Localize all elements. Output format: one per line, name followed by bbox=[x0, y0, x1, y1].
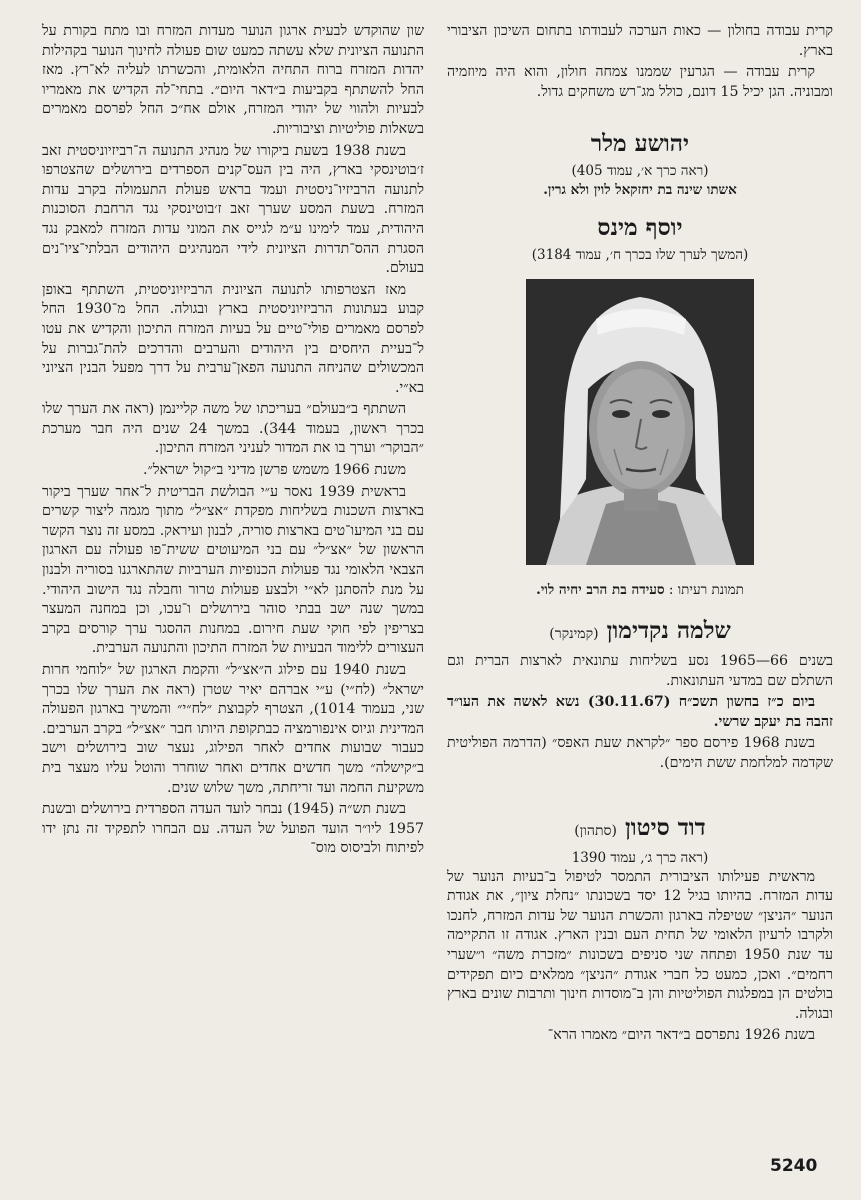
entry-title-siton-name: דוד סיטון bbox=[624, 813, 706, 841]
left-paragraph-7: בשנת 1940 עם פילוג ה״אצ״ל״ והקמת הארגון של ״לוחמי חרות ישראל״ (לח״י) ע״י אברהם יאיר שטרן (ראה את הערך שלו בכרך שני, בעמוד 1014), הצטרף לקבוצת ״לח״י״ והמשיך בארגון הפעולה המדינית וגיוס אינפורמציה כבתקופת היותו חבר ״אצ״ל״ בקרב הערבים. כעבור שבועות אחדים לאחר הפילוג, נעצר שוב בירושלים וישב ב״קישלה״ משך חדשים אחדים ואחר שוחרר והוטל עליו מעצר בית משקיעת החמה ועד זריחתה, משך שלוש שנים. bbox=[42, 662, 424, 796]
entry-note-meller: אשתו שינה בת יחזקאל לוין ולא גרין. bbox=[543, 182, 737, 199]
intro-paragraph-1: קרית עבודה בחולון — כאות הערכה לעבודתו בתחום השיכון הציבורי בארץ. bbox=[447, 23, 833, 59]
entry-subtitle-nakdimon: (קמינקר) bbox=[549, 625, 599, 642]
page-number: 5240 bbox=[770, 1156, 818, 1176]
photo-caption bbox=[447, 581, 833, 601]
photo-caption-name: סעידה בת הרב יחיה לוי. bbox=[536, 582, 665, 599]
left-paragraph-3: מאז הצטרפותו לתנועה הציונית הרביזיוניסטית, השתתף באופן קבוע בעתונות הרביזיוניסטית בארץ ובגולה. החל מ־1930 החל לפרסם מאמרים פולי־טיים על בעיות המזרח התיכון והקדיש את עטו ל־בעיית היחסים בין היהודים והערבים והדרכים להת־גברות על המכשולים שהניחה התנועה הפאן־ערבית על דרך מפעל הבנין הציוני בא״י. bbox=[42, 281, 425, 396]
photo-caption-label: תמונת רעיתו : bbox=[668, 582, 744, 599]
portrait-photo bbox=[526, 279, 754, 565]
nakdimon-paragraph-2: ביום כ״ז בחשון תשכ״ח (30.11.67) נשא לאשה את העו״ד זהבה בת יעקב שרשי. bbox=[447, 694, 833, 730]
entry-ref-siton: (ראה כרך ג׳, עמוד 1390 bbox=[571, 849, 709, 866]
right-column bbox=[447, 22, 833, 1048]
entry-title-nakdimon-name: שלמה נקדימון bbox=[606, 616, 731, 644]
entry-title-mines: יוסף מינס bbox=[597, 214, 683, 242]
intro-paragraph-2: קרית עבודה — הגרעין שממנו צמחה חולון, והוא היה מיוזמיה ומבוניה. הגן יכיל 15 דונם, כולל מג־רש משחקים גדול. bbox=[447, 64, 833, 100]
entry-title-nakdimon bbox=[447, 617, 833, 648]
entry-title-meller: יהושע מלר bbox=[590, 130, 690, 158]
entry-title-siton bbox=[447, 814, 833, 845]
nakdimon-paragraph-3: בשנת 1968 פירסם ספר ״לקראת שעת האפס״ (הדרמה הפוליטית שקדמה למלחמת ששת הימים). bbox=[447, 735, 833, 771]
left-column bbox=[42, 22, 424, 861]
left-paragraph-4: השתתף ב״בעולם״ בעריכתו של משה קליינמן (ראה את הערך שלו בכרך ראשון, בעמוד 344). במשך 24 שנים היה חבר מערכת ״הבוקר״ וערך בו את המדור לעניני המזרח התיכון. bbox=[42, 401, 424, 457]
left-paragraph-8: בשנת תש״ה (1945) נבחר לועד העדה הספרדית בירושלים ובשנת 1957 ליו״ר הועד הפועל של העדה. עם הבחרו לתפקיד זה נתן ידו לפיתוח ולביסוס מוס־ bbox=[42, 801, 424, 857]
left-paragraph-6: בראשית 1939 נאסר ע״י הבולשת הבריטית ל־אחר שערך ביקור בארצות השכנות בשליחות מפקדת ״אצ״ל״ מתוך מגמה ליצור קשרים עם בני המיעו־טים בארצות סוריה, לבנון ועיראק. במסע זה נוצר הקשר הראשון של ״אצ״ל״ עם בני המיעוטים ששית־פו פעולה עם הארגון הצבאי הלאומי נגד פעולות הכנופיות הערביות שהתארגנו בסוריה ולבנון על מנת להסתנן לא״י ולבצע פעולות טרור וחבלה נגד הישוב היהודי. במשך שנה ישב בבתי סוהר בירושלים ו־עכו, וכן במחנה המעצר בצריפין לפי חוקי שעת חירום. במחנות ההסגר ערך קורסים בקרב העצורים ללימוד הבעיות של המזרח התיכון והתנועה הערבית. bbox=[42, 483, 424, 657]
nakdimon-paragraph-1: בשנים 66—1965 נסע בשליחות עתונאית לארצות הברית וגם השתלם שם במדעי העתונאות. bbox=[447, 652, 833, 689]
left-paragraph-1: שון שהוקדש לבעית ארגון הנוער מעדות המזרח ובו מתח בקורת על התנועה הציונית שלא עשתה כמעט שום פעולה לחינוך הנוער בקהילות יהדות המזרח ברוח התחיה הלאומית, והכשרתו לעליה לא־רץ. מאז החל להשתתף בקביעות ב״דאר היום״. בתחי־לה הקדיש את מאמריו לבעיות ולהווי של יהודי המזרח, אולם אח״כ החל לפרסם מאמרים בשאלות פוליטיות וציבוריות. bbox=[42, 23, 424, 137]
siton-paragraph-1: מראשית פעילותו הציבורית התמסר לטיפול ב־בעיות הנוער של עדות המזרח. בהיותו בגיל 12 יסד בשכונתו ״נחלת ציון״, את אגודת הנוער ״הניצן״ שטיפלה בארגון והכשרת הנוער של עדות המזרח, לחנכו ולקרבו לרעיון הלאומי של תחית העם ובנין הארץ. אגודה זו התקיימה עד שנת 1950 ופתחה שני סניפים בשכונות ״מזכרת משה״ ו״שערי רחמים״. ואכן, כמעט כל חברי אגודת ״הניצן״ ממלאים כיום תפקידים בולטים הן במפלגות הפוליטיות והן ב־מוסדות חינוך ותרבות שונים בארץ ובגולה. bbox=[447, 868, 834, 1022]
left-paragraph-2: בשנת 1938 בשעת ביקורו של מנהיג התנועה ה־רביזיוניסטית זאב ז׳בוטינסקי בארץ, היה בין העס־קנים הספרדים בירושלים שהצטרפו לתנועה הרביזיו־ניסטית ועמד בראש פעולת התעמולה בקרב עדות המזרח. בשעת המסע שערך זאב ז׳בוטינסקי נגד הרחבת הסוכנות היהודית, עמד לימינו ע״מ לגייס את המוני עדות המזרח למאבק נגד הסגרת ההס־תדרות הציונית לידי המנהיגים היהודים הבלתי־ציו־נים בעולם. bbox=[42, 142, 424, 277]
entry-ref-meller: (ראה כרך א׳, עמוד 405) bbox=[571, 163, 709, 180]
entry-subtitle-siton: (סתהון) bbox=[574, 822, 617, 839]
siton-paragraph-2: בשנת 1926 נתפרסם ב״דאר היום״ מאמרו הרא־ bbox=[547, 1027, 815, 1044]
left-paragraph-5: משנת 1966 משמש פרשן מדיני ב״קול ישראל״. bbox=[142, 462, 406, 479]
entry-ref-mines: (המשך לערך שלו בכרך ח׳, עמוד 3184) bbox=[531, 247, 749, 264]
portrait-image bbox=[526, 279, 754, 565]
